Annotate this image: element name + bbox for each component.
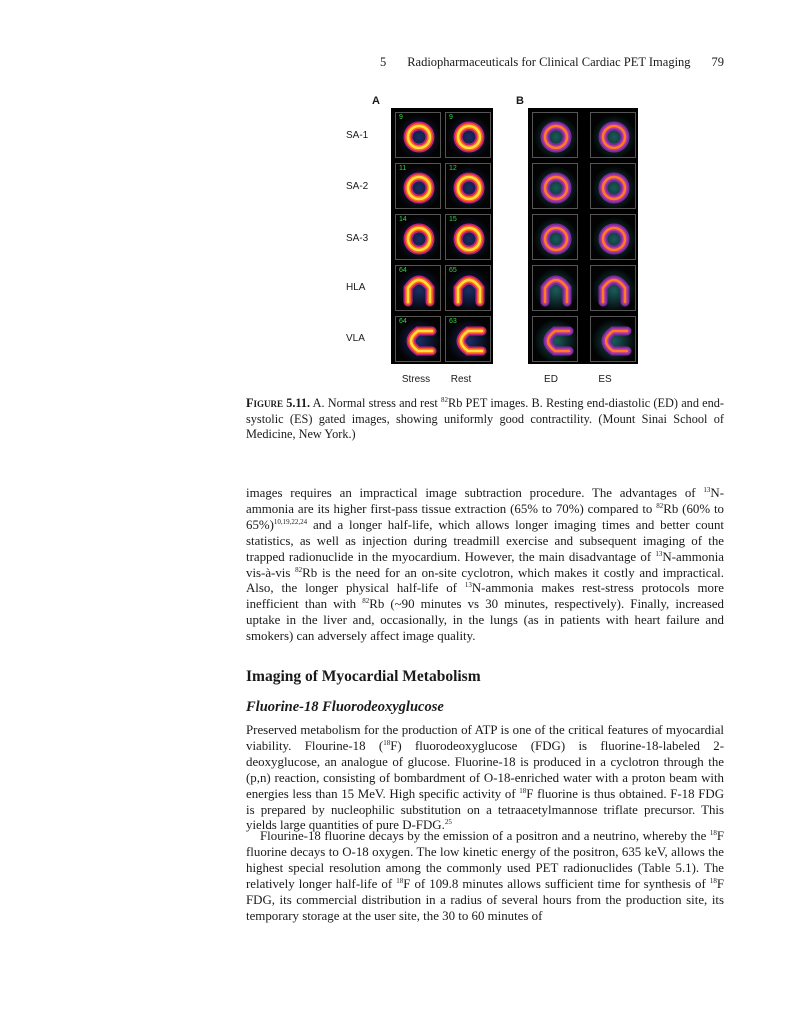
- pet-tile-rest-hla: [445, 265, 491, 311]
- text-run: F fluorine is thus obtained. F-18 FDG is prepared by nucleophilic substitution on a tetraacetylmannose triflate precursor. This yields large quantities of pure D-FDG.: [246, 786, 725, 833]
- pet-tile-stress-hla: [395, 265, 441, 311]
- superscript: 18: [709, 829, 717, 837]
- paragraph-fdg-production: [246, 723, 724, 834]
- superscript: 82: [441, 396, 448, 404]
- text-run: N-ammonia vis-à-vis: [246, 549, 724, 580]
- text-run: F) fluorodeoxyglucose (FDG) is fluorine-18-labeled 2-deoxyglucose, an analogue of glucose. Fluorine-18 is produced in a cyclotron through the (p,n) reaction, consisting of bombardment of O-18-enriched water with a proton beam with energies less than 15 MeV. High specific activity of: [246, 738, 724, 801]
- caption-text: Rb PET images. B. Resting end-diastolic (ED) and end-systolic (ES) gated images, showing uniformly good contractility. (Mount Sinai School of Medicine, New York.): [246, 396, 725, 441]
- row-label-sa2: SA-2: [346, 181, 369, 192]
- text-run: N-ammonia are its higher first-pass tissue extraction (65% to 70%) compared to: [246, 486, 724, 516]
- text-run: F of 109.8 minutes allows sufficient time for synthesis of: [403, 876, 710, 891]
- col-label-es: ES: [598, 374, 612, 385]
- section-heading: Imaging of Myocardial Metabolism: [246, 668, 481, 685]
- superscript: 82: [656, 501, 664, 510]
- text-run: and a longer half-life, which allows longer imaging times and better count statistics, as well as injection during treadmill exercise and subsequent imaging of the trapped radionuclide in the myocardium. However, the main disadvantage of: [246, 517, 724, 564]
- pet-tile-ed-sa-2: [532, 163, 578, 209]
- pet-tile-rest-vla: [445, 316, 491, 362]
- pet-tile-rest-sa-3: [445, 214, 491, 260]
- superscript: 82: [362, 597, 370, 606]
- slice-number: 9: [449, 114, 453, 121]
- pet-tile-ed-sa-3: [532, 214, 578, 260]
- superscript: 18: [709, 876, 717, 885]
- slice-number: 12: [449, 165, 457, 172]
- slice-number: 64: [399, 318, 407, 325]
- pet-tile-ed-hla: [532, 265, 578, 311]
- pet-tile-stress-sa-2: [395, 163, 441, 209]
- slice-number: 11: [399, 165, 407, 172]
- pet-tile-rest-sa-2: [445, 163, 491, 209]
- pet-tile-es-hla: [590, 265, 636, 311]
- superscript: 18: [396, 876, 404, 885]
- panel-b-letter: B: [516, 95, 524, 107]
- row-label-hla: HLA: [346, 282, 366, 293]
- chapter-number: 5: [380, 55, 387, 69]
- row-label-sa3: SA-3: [346, 233, 369, 244]
- figure-caption: [246, 396, 724, 443]
- superscript: 13: [655, 549, 663, 558]
- slice-number: 14: [399, 216, 407, 223]
- text-run: F FDG, its commercial distribution in a radius of several hours from the production site, its temporary storage at the user site, the 30 to 60 minutes of: [246, 876, 724, 923]
- slice-number: 63: [449, 318, 457, 325]
- pet-tile-es-sa-2: [590, 163, 636, 209]
- paragraph-fluorine-decay: [246, 829, 724, 924]
- paragraph-nh3-ammonia: [246, 486, 724, 645]
- text-run: Rb is the need for an on-site cyclotron, which makes it costly and impractical. Also, the longer physical half-life of: [246, 565, 724, 596]
- slice-number: 15: [449, 216, 457, 223]
- row-label-vla: VLA: [346, 333, 365, 344]
- panel-b-gated-images: [528, 108, 638, 364]
- reference-superscript: 25: [444, 818, 452, 827]
- text-run: images requires an impractical image subtraction procedure. The advantages of: [246, 486, 704, 500]
- caption-text: A. Normal stress and rest: [310, 396, 441, 410]
- pet-tile-stress-vla: [395, 316, 441, 362]
- superscript: 13: [703, 486, 711, 494]
- slice-number: 64: [399, 267, 407, 274]
- pet-tile-ed-sa-1: [532, 112, 578, 158]
- text-run: Preserved metabolism for the production of ATP is one of the critical features of myocardial viability. Flourine-18 (: [246, 723, 724, 753]
- slice-number: 9: [399, 114, 403, 121]
- col-label-stress: Stress: [401, 374, 431, 385]
- pet-tile-ed-vla: [532, 316, 578, 362]
- page-number: 79: [711, 55, 724, 69]
- text-run: Rb (~90 minutes vs 30 minutes, respectively). Finally, increased uptake in the liver and, occasionally, in the lungs (as in patients with heart failure and smokers) can adversely affect image quality.: [246, 597, 724, 644]
- pet-tile-es-sa-3: [590, 214, 636, 260]
- caption-label: Figure 5.11.: [246, 396, 311, 410]
- text-run: N-ammonia makes rest-stress protocols more inefficient than with: [246, 581, 724, 612]
- pet-tile-es-vla: [590, 316, 636, 362]
- row-label-sa1: SA-1: [346, 130, 369, 141]
- col-label-rest: Rest: [450, 374, 472, 385]
- panel-a-stress-rest-images: [391, 108, 493, 364]
- superscript: 18: [383, 738, 391, 747]
- chapter-title: Radiopharmaceuticals for Clinical Cardiac PET Imaging: [407, 55, 691, 69]
- reference-superscript: 10,19,22,24: [273, 517, 308, 526]
- superscript: 18: [519, 786, 527, 795]
- superscript: 82: [295, 565, 303, 574]
- pet-tile-es-sa-1: [590, 112, 636, 158]
- superscript: 13: [464, 581, 472, 590]
- text-run: F fluorine decays to O-18 oxygen. The low kinetic energy of the positron, 635 keV, allows the highest special resolution among the commonly used PET radionuclides (Table 5.1). The relatively longer half-life of: [246, 829, 724, 891]
- text-run: Rb (60% to 65%): [246, 501, 724, 532]
- text-run: Flourine-18 fluorine decays by the emission of a positron and a neutrino, whereby the: [260, 829, 710, 843]
- col-label-ed: ED: [544, 374, 558, 385]
- pet-tile-rest-sa-1: [445, 112, 491, 158]
- subsection-heading: Fluorine-18 Fluorodeoxyglucose: [246, 699, 444, 715]
- running-head: [380, 55, 724, 70]
- slice-number: 65: [449, 267, 457, 274]
- pet-tile-stress-sa-3: [395, 214, 441, 260]
- pet-tile-stress-sa-1: [395, 112, 441, 158]
- panel-a-letter: A: [372, 95, 380, 107]
